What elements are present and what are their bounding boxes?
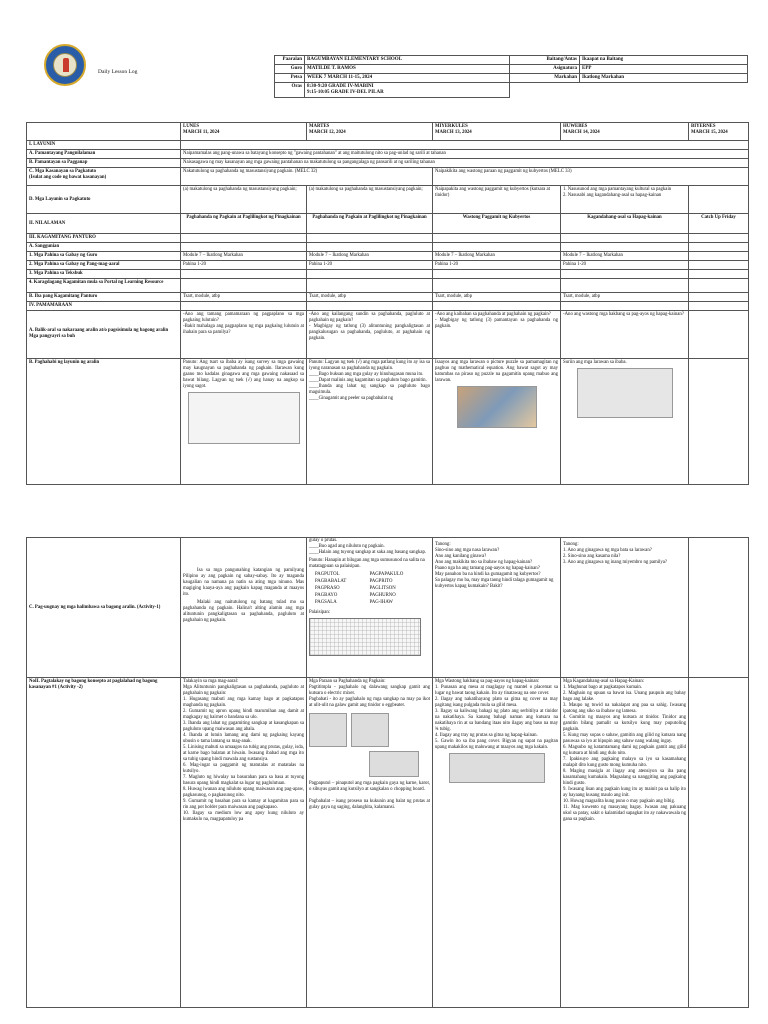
lesson-table-page-2	[26, 537, 749, 1008]
label-paaralan: Paaralan	[275, 56, 305, 65]
value-guro: MATILDE T. RAMOS	[305, 65, 510, 74]
section-layunin: I. LAYUNIN	[27, 141, 181, 150]
paghahabi-tue: Panuto: Lagyan ng tsek (√) ang mga patlang kung ito ay isa sa iyong naranasan sa paghahanda ng pagkain. ____Bago buksan ang mga gulay ay hinuhugasan muna ito. ____Dapat malinis ang kagamitan sa pagluluto bago gamitin. ____Ihanda ang lahat ng sangkap sa pagluluto bago magsimula. ____Ginagamit ang peeler sa pagbabalat ng	[307, 358, 433, 484]
balik-aral-tue: -Ano ang kailangang sundin sa paghahanda, pagluluto at paghahain ng pagkain? - Magbigay ng tatlong (3) alituntuning pangkaligtasan at pangkalusugan sa paghahanda, pagluluto, at paghahain ng pagkain.	[307, 310, 433, 358]
table-setting-image	[449, 753, 545, 783]
label-asignatura: Asignatura	[510, 65, 580, 74]
value-petsa: WEEK 7 MARCH 11-15, 2024	[305, 74, 510, 83]
nilalaman-fri: Catch Up Friday	[689, 214, 749, 234]
label-markahan: Markahan	[510, 74, 580, 83]
pamantayan-value: Naipamamalas ang pang-unawa sa batayang konsepto ng "gawaing pantahanan" at ang maitutulong nito sa pag-unlad ng sarili at tahanan	[181, 150, 749, 159]
survey-chart-image	[188, 392, 300, 444]
layunin-tue: (a) makatulong sa paghahanda ng masustansiyang pagkain;	[307, 186, 433, 214]
module-thu: Module 7 – Ikatlong Markahan	[561, 251, 689, 260]
day-header-tue: MARTES MARCH 12, 2024	[307, 123, 433, 141]
section-pamamaraan: IV. PAMAMARAAN	[27, 301, 181, 310]
chopping-board-image	[369, 751, 419, 777]
row-label-pag-uugnay: C. Pag-uugnay ng mga halimbawa sa bagong aralin. (Activity-1)	[27, 538, 181, 678]
row-label-sanggunian: A. Sanggunian	[27, 242, 181, 251]
paghahabi-thu: Suriin ang mga larawan sa ibaba.	[561, 358, 689, 484]
pag-uugnay-thu: Tanong: 1. Ano ang ginagawa ng mga bata sa larawan? 2. Sino-sino ang kasama nila? 3. Ano ang ginagawa ng inang miyembro ng pamilya?	[561, 538, 689, 678]
pagtalakay-wed: Mga Wastong hakbang sa pag-aayos ng hapag-kainan: 1. Punasan ang mesa at maglagay ng mantel o placemat sa lugar ng bawat taong kakain. Ito ay tinatawag na one cover. 2. Ilagay ang nakatihayang plato sa gitna ng cover na may pagitang isang pulgada mula sa gilid mesa. 3. Ilagay sa kaliwang bahagi ng plato ang serbitilya at tinidor na nakatihaya. Sa kanang bahagi naman ang kutsara na nakatihaya rin at sa bandang itaas nito ilagay ang baso na may ¾ tubig. 4. Ilagay ang tray ng prutas sa gitna ng hapag-kainan. 5. Gawin ito sa iba pang cover. Bigyan ng sapat na pagitan upang makakilos ng maluwang at maayos ang mga kakain.	[433, 678, 561, 1008]
nilalaman-mon: Paghahanda ng Pagkain at Paglilingkot ng Pinagkainan	[181, 214, 307, 234]
balik-aral-mon: -Ano ang tamang pamamaraan ng pagpaplano sa mga pagkaing lulutuin? -Bakit mahalaga ang pagpaplano ng mga pagkaing lulutuin at ihahain para sa pamilya?	[181, 310, 307, 358]
nilalaman-thu: Kagandahang-asal sa Hapag-kainan	[561, 214, 689, 234]
pag-uugnay-mon: Isa sa mga pangunahing katangian ng pamilyang Pilipino ay ang pagkain ng sabay-sabay. Ito ay maganda kaugalian na namana pa natin sa ating mga ninuno. Mas magiging kaaya-aya ang pagkain kapag maganda at maayos ito. Malaki ang naitutulong ng batang tulad mo sa paghahanda ng pagkain. Halina't alting alamin ang mga alituntunin pangkaligtasan sa paghahanda, pagluluto at paghahain ng pagkain.	[181, 538, 307, 678]
deped-seal-logo	[44, 44, 86, 86]
day-header-wed: MIYERKULES MARCH 13, 2024	[433, 123, 561, 141]
layunin-thu: 1. Nasusunod ang mga pamantayang kultural sa pagkain 2. Nasusabi ang kagandahang-asal sa hapag-kainan	[561, 186, 689, 214]
pag-uugnay-wed: Tanong: Sino-sino ang mga nasa larawan? Ano ang kanilang ginawa? Ano ang makikita mo sa ibabaw ng hapag-kainan? Paano nga ba ang tamang pag-aayos ng hapag-kainan? May panahon ba na hindi ka gumagamit ng kubyertos? Sa palagay mo ba, may mga taong hindi talaga gumagamit ng kubyertos kapag kumakain? Bakit?	[433, 538, 561, 678]
value-oras: 8:30-9:20 GRADE IV-MABINI 9:15-10:05 GRADE IV-DEL PILAR	[305, 83, 510, 98]
word-list: PAGPUTOL PAGPAPAKULO PAGBABALAT PAGPRITO PAGPRASO PAGLITSON PAGBAYO PAGHURNO PAGSALA PAG-IHAW	[315, 571, 404, 605]
pahina-wed: Pahina 1-20	[433, 260, 561, 269]
module-wed: Module 7 – Ikatlong Markahan	[433, 251, 561, 260]
page-1	[0, 0, 768, 497]
lesson-table-page-1	[26, 122, 749, 485]
row-label-teksbuk: 3. Mga Pahina sa Teksbuk	[27, 269, 181, 278]
whisk-image	[351, 713, 389, 747]
row-label-pagganap: B. Pamantayan sa Pagganap	[27, 159, 181, 168]
row-label-gabay-mag-aaral: 2. Mga Pahina sa Gabay ng Pang-mag-aaral	[27, 260, 181, 269]
balik-aral-wed: -Ano ang kaibahan sa paghahanda at paghahain ng pagkain? - Magbigay ng tatlong (3) pamantayan sa paghahanda ng pagkain.	[433, 310, 561, 358]
word-search-puzzle-grid	[309, 618, 421, 656]
kasanayan-melc33: Naipakikita ang wastong paraan ng paggamit ng kubyertos (MELC 33)	[433, 168, 749, 186]
nilalaman-wed: Wastong Paggamit ng Kubyertos	[433, 214, 561, 234]
family-meal-photo	[457, 386, 537, 428]
section-kagamitan: III. KAGAMITANG PANTURO	[27, 234, 181, 243]
module-tue: Module 7 – Ikatlong Markahan	[307, 251, 433, 260]
paghahabi-wed: Isaayos ang mga larawan o picture puzzle sa pamamagitan ng pagbuo ng mathematical equation. Ang bawat sagot ay may katumbas na piraso ng puzzle na gagamitin upang mabuo ang larawan.	[433, 358, 561, 484]
label-guro: Guro	[275, 65, 305, 74]
label-baitang: Baitang/Antas	[510, 56, 580, 65]
row-label-balik-aral: A. Balik-aral sa nakaraang aralin at/o pagsisimula ng bagong aralin Mga pangyayri sa buh	[27, 310, 181, 358]
value-asignatura: EPP	[580, 65, 748, 74]
family-dining-illustration	[577, 368, 673, 418]
row-label-kasanayan: C. Mga Kasanayan sa Pagkatuto (Isulat ang code ng bawat kasanayan)	[27, 168, 181, 186]
value-paaralan: BAGUMBAYAN ELEMENTARY SCHOOL	[305, 56, 510, 65]
layunin-wed: Naipapakita ang wastong paggamit ng kubyertos (kutsara at tinidor)	[433, 186, 561, 214]
section-nilalaman: II. NILALAMAN	[27, 214, 181, 234]
value-markahan: Ikatlong Markahan	[580, 74, 748, 83]
kasanayan-melc32: Nakatutulong sa paghahanda ng masustansiyang pagkain. (MELC 32)	[181, 168, 433, 186]
row-label-iba-pang-kagamitan: B. Iba pang Kagamitang Panturo	[27, 292, 181, 301]
row-label-gabay-guro: 1. Mga Pahina sa Gabay ng Guro	[27, 251, 181, 260]
pahina-thu: Pahina 1-20	[561, 260, 689, 269]
mixer-image	[309, 713, 347, 747]
pahina-tue: Pahina 1-20	[307, 260, 433, 269]
day-header-fri: BIYERNES MARCH 15, 2024	[689, 123, 749, 141]
tsart-mon: Tsart, module, atbp	[181, 292, 307, 301]
paghahabi-mon: Panuto: Ang tsart sa ibaba ay isang survey sa mga gawaing may kaugnayan sa paghahanda ng pagkain. Ilarawan kung gaano mo kadalas ginagawa ang mga gawaing nakasaad sa bawat bilang. Lagyan ng tsek (√) ang hanay na angkop sa iyong sagot.	[181, 358, 307, 484]
pagtalakay-tue: Mga Paraan sa Paghahanda ng Pagkain: Pagtitimpla - paghahalo ng dalawang sangkap gamit ang kutsara o electric mixer. Pagbabati - ito ay paghahalo ng mga sangkap na may pa ikot at ulit-ulit na galaw gamit ang tinidor o eggbeater. Pagpaputol – pinaputol ang mga pagkain gaya ng karne, karot, o sibuyas gamit ang kutsilyo at sangkalan o chopping board. Pagbabalat – isang proseso na kukunin ang balat ng prutas at gulay gaya ng saging, dalanghita, kalamansi.	[307, 678, 433, 1008]
row-label-pagtalakay: NoII. Pagtalakay ng bagong konsepto at paglalahad ng bagong kasanayan #1 (Activity -2)	[27, 678, 181, 1008]
pagtalakay-mon: Talakayin sa mga mag-aaral: Mga Alituntunin pangkaligtasan sa paghahanda, pagluluto at paghahain ng pagkain: 1. Hugasang mabuti ang mga kamay bago at pagkatapos maghanda ng pagkain. 2. Gumamit ng apron upang hindi marumihan ang damit at magkagay ng hairnet o bandana sa ulo. 3. Ihanda ang lahat ng gagamiting sangkap at kasangkapan sa pagluluto upang maiwasan ang abala. 4. Ihanda at lutuin lamang ang dami ng pagkaing kayang ubusin o tama lamang sa mag-anak. 5. Linising mabuti sa umaagos na tubig ang prutas, gulay, isda, at karne bago balatan at hiwain. Iwasang ibabad ang mga ito sa tubig upang hindi mawala ang sustansiya. 6. Mag-ingat sa paggamit ng matutalas at matatalas na kutsilyo. 7. Magluto ng hiwalay na basurahan para sa basa at tuyong basura upang hindi magkalat sa lugar ng paglulutuan. 8. Huwag iwanan ang niluluto upang maiwasan ang pag-apaw, pagkasunog, o pagkasunog nito. 9. Gumamit ng basahan para sa kamay at kagamitan para sa rin ang pot holder para maiwasan ang pagkapaso. 10. Ilagay sa medium low ang apoy kung niluluto ay kumakulo na, magpapatuloy pa	[181, 678, 307, 1008]
row-label-portal: 4. Karagdagang Kagamitan mula sa Portal ng Learning Resource	[27, 278, 181, 292]
balik-aral-thu: -Ano ang wastong mga hakbang sa pag-ayos ng hapag-kainan?	[561, 310, 689, 358]
header-info-table	[274, 55, 748, 98]
tsart-tue: Tsart, module, atbp	[307, 292, 433, 301]
pagganap-value: Naisasagawa ng may kasanayan ang mga gawaing pantahanan na makatutulong sa pangangalaga ng pansarili at ng sariling tahanan	[181, 159, 749, 168]
document-title: Daily Lesson Log	[98, 69, 138, 75]
pahina-mon: Pahina 1-20	[181, 260, 307, 269]
day-header-thu: HUWEBES MARCH 14, 2024	[561, 123, 689, 141]
row-label-pamantayan: A. Pamantayang Pangnilalaman	[27, 150, 181, 159]
pag-uugnay-tue: gulay o prutas. ____Buo agad ang niluluto ng pagkain. ____Halain ang tuyong sangkap at saka ang basang sangkap. Panuto: Hanapin at bilugan ang mga sumusunod na salita na matatagpuan sa palaisipan. PAGPUTOL PAGPAPAKULO PAGBABALAT PAGPRITO PAGPRASO PAGLITSON PAGBAYO PAGHURNO PAGSALA PAG-IHAW Palaisipan:	[307, 538, 433, 678]
tsart-thu: Tsart, module, atbp	[561, 292, 689, 301]
label-oras: Oras	[275, 83, 305, 98]
layunin-mon: (a) makatulong sa paghahanda ng masustansiyang pagkain;	[181, 186, 307, 214]
label-petsa: Petsa	[275, 74, 305, 83]
value-baitang: Ikaapat na Baitang	[580, 56, 748, 65]
day-header-mon: LUNES MARCH 11, 2024	[181, 123, 307, 141]
module-mon: Module 7 – Ikatlong Markahan	[181, 251, 307, 260]
page-2	[0, 527, 768, 1024]
pagtalakay-thu: Mga Kagandahang-asal sa Hapag-Kainan: 1. Maghunat bago at pagkatapos kumain. 2. Maghain ng upuan sa bawat isa. Unang paupuin ang bahay bago ang lalake. 3. Maupo ng tuwid na nakalapat ang paa sa sahig. Iwasang ipatong ang siko sa ibabaw ng lamesa. 4. Gumitin ng maayos ang kutsara at tinidor. Tinidor ang gamitin bilang pamalit sa kutsilyo kung may puputoling pagkain. 5. Kung may sopas o sabaw, gamitin ang gilid ng kutsara nang pasuwaa sa iyo at hipupin ang sabaw nang walang ingay. 6. Magsubo ng katamtamang dami ng pagkain gamit ang gilid ng kutsara at hindi ang dulo nito. 7. Ipakisuyo ang pagkaing malayo sa iyo sa kasamahang malapit dito kung gusto mong kumuha nito. 8. Maging masigla at ilagay ang atensiyon sa iba pang kasamahang kumakain. Magsalang sa nanggiting ang pagkaing hindi gusto. 9. Iwasang lisan ang pagkain kung ito ay mainit pa sa halip ito ay hayaang kusang maulo ang init. 10. Huwag magsalita kung puno o may pagkain ang bibig. 11. Mag kuwento ng masayang bagay. Iwasan ang pakuang ukol sa patay, sakit o kalamidad sapagkat ito ay nakawawala ng gana sa pagkain.	[561, 678, 689, 1008]
tsart-wed: Tsart, module, atbp	[433, 292, 561, 301]
row-label-paghahabi: B. Paghahabi ng layunin ng aralin	[27, 358, 181, 484]
nilalaman-tue: Paghahanda ng Pagkain at Paglilingkot ng Pinagkainan	[307, 214, 433, 234]
row-label-layunin: D. Mga Layunin sa Pagkatuto	[27, 186, 181, 214]
